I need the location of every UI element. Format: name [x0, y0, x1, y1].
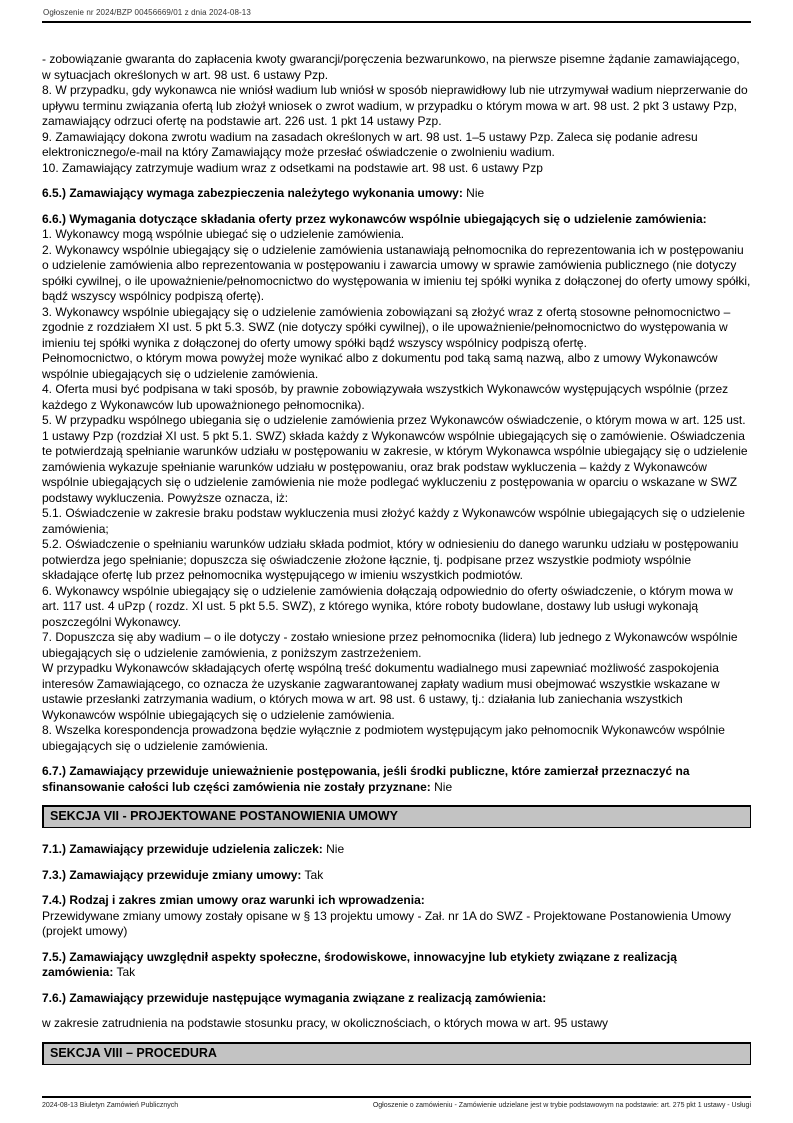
field-7-4-body: Przewidywane zmiany umowy zostały opisane w § 13 projektu umowy - Zał. nr 1A do SWZ - Projektowane Postanowienia Umowy (projekt umowy): [42, 908, 731, 938]
field-7-5: [42, 950, 751, 981]
footer-right-text: Ogłoszenie o zamówieniu - Zamówienie udzielane jest w trybie podstawowym na podstawie: art. 275 pkt 1 ustawy - Usługi: [372, 1102, 751, 1109]
field-6-7: [42, 764, 751, 795]
announcement-number: Ogłoszenie nr 2024/BZP 00456669/01 z dnia 2024-08-13: [43, 8, 251, 17]
document-body: [42, 52, 751, 1079]
list-item: - zobowiązanie gwaranta do zapłacenia kwoty gwarancji/poręczenia bezwarunkowo, na pierwsze pisemne żądanie zamawiającego, w sytuacjach określonych w art. 98 ust. 6 ustawy Pzp.: [42, 52, 740, 82]
field-7-6-label: 7.6.) Zamawiający przewiduje następujące wymagania związane z realizacją zamówienia:: [42, 990, 547, 1005]
list-item: 5.1. Oświadczenie w zakresie braku podstaw wykluczenia musi złożyć każdy z Wykonawców wspólnie ubiegających się o udzielenie zamówienia;: [42, 506, 745, 536]
field-6-6: [42, 212, 751, 755]
field-6-7-label: 6.7.) Zamawiający przewiduje unieważnienie postępowania, jeśli środki publiczne, które zamierzał przeznaczyć na sfinansowanie całości lub części zamówienia nie zostały przyznane:: [42, 764, 690, 794]
field-7-5-label: 7.5.) Zamawiający uwzględnił aspekty społeczne, środowiskowe, innowacyjne lub etykiety związane z realizacją zamówienia:: [42, 949, 677, 979]
list-item: 4. Oferta musi być podpisana w taki sposób, by prawnie zobowiązywała wszystkich Wykonawców występujących wspólnie (przez każdego z Wykonawców lub upoważnionego pełnomocnika).: [42, 382, 729, 412]
field-6-5-value: Nie: [466, 186, 485, 200]
header-divider: [42, 21, 751, 23]
list-item: 3. Wykonawcy wspólnie ubiegający się o udzielenie zamówienia zobowiązani są złożyć wraz z ofertą stosowne pełnomocnictwo – zgodnie z rozdziałem XI ust. 5 pkt 5.3. SWZ (nie dotyczy spółki cywilnej), o ile upoważnienie/pełnomocnictwo do występowania w imieniu tej spółki wynika z dołączonej do oferty umowy spółki bądź wszyscy wspólnicy podpiszą ofertę.: [42, 304, 731, 350]
field-6-5-label: 6.5.) Zamawiający wymaga zabezpieczenia należytego wykonania umowy:: [42, 186, 463, 200]
section-viii-header: SEKCJA VIII – PROCEDURA: [42, 1042, 751, 1065]
wadium-continuation-block: [42, 52, 751, 176]
list-item: 5.2. Oświadczenie o spełnianiu warunków udziału składa podmiot, który w odniesieniu do danego warunku udziału w postępowaniu potwierdza jego spełnianie; dopuszcza się oświadczenie złożone łącznie, tj. podpisane przez wszystkie podmioty wspólnie składające ofertę lub przez pełnomocnika występującego w imieniu wszystkich podmiotów.: [42, 537, 739, 582]
list-item: 8. W przypadku, gdy wykonawca nie wniósł wadium lub wniósł w sposób nieprawidłowy lub nie utrzymywał wadium nieprzerwanie do upływu terminu związania ofertą lub złożył wniosek o zwrot wadium, w przypadku o którym mowa w art. 98 ust. 2 pkt 3 ustawy Pzp, zamawiający odrzuci ofertę na podstawie art. 226 ust. 1 pkt 14 ustawy Pzp.: [42, 83, 748, 128]
list-item: 2. Wykonawcy wspólnie ubiegający się o udzielenie zamówienia ustanawiają pełnomocnika do reprezentowania ich w postępowaniu o udzielenie zamówienia albo reprezentowania w postępowaniu i zawarcia umowy w sprawie zamówienia publicznego (nie dotyczy spółki cywilnej, o ile upoważnienie/pełnomocnictwo do występowania w imieniu tej spółki wynika z dołączonej do oferty umowy spółki, bądź wszyscy wspólnicy podpiszą ofertę).: [42, 242, 751, 303]
list-item: 10. Zamawiający zatrzymuje wadium wraz z odsetkami na podstawie art. 98 ust. 6 ustawy Pzp: [42, 160, 543, 175]
field-7-4: [42, 893, 751, 940]
section-vii-header: SEKCJA VII - PROJEKTOWANE POSTANOWIENIA UMOWY: [42, 805, 751, 828]
field-7-4-label: 7.4.) Rodzaj i zakres zmian umowy oraz warunki ich wprowadzenia:: [42, 893, 425, 907]
field-6-6-label: 6.6.) Wymagania dotyczące składania oferty przez wykonawców wspólnie ubiegających się o udzielenie zamówienia:: [42, 211, 707, 226]
list-item: 9. Zamawiający dokona zwrotu wadium na zasadach określonych w art. 98 ust. 1–5 ustawy Pzp. Zaleca się podanie adresu elektronicznego/e-mail na który Zamawiający może przesłać oświadczenie o zwolnieniu wadium.: [42, 129, 698, 159]
footer-left-text: 2024-08-13 Biuletyn Zamówień Publicznych: [42, 1102, 179, 1109]
list-item: 5. W przypadku wspólnego ubiegania się o udzielenie zamówienia przez Wykonawców oświadczenie, o którym mowa w art. 125 ust. 1 ustawy Pzp (rozdział XI ust. 5 pkt 5.1. SWZ) składa każdy z Wykonawców wspólnie ubiegających się o zamówienie. Oświadczenia te potwierdzają spełnianie warunków udziału w postępowaniu w zakresie, w którym Wykonawca wspólnie ubiegający się o udzielenie zamówienia wykazuje spełnianie warunków udziału w postępowaniu, oraz brak podstaw wykluczenia – każdy z Wykonawców wspólnie ubiegających się o udzielenie zamówienia nie może podlegać wykluczeniu z postępowania w oparciu o wskazane w SWZ podstawy wykluczenia. Powyższe oznacza, iż:: [42, 413, 748, 505]
field-6-7-value: Nie: [434, 779, 453, 794]
list-item: 6. Wykonawcy wspólnie ubiegający się o udzielenie zamówienia dołączają odpowiednio do oferty oświadczenie, o którym mowa w art. 117 ust. 4 uPzp ( rozdz. XI ust. 5 pkt 5.5. SWZ), z którego wynika, które roboty budowlane, dostawy lub usługi wykonają poszczególni Wykonawcy.: [42, 583, 733, 629]
field-7-3-label: 7.3.) Zamawiający przewiduje zmiany umowy:: [42, 867, 302, 882]
list-item: 8. Wszelka korespondencja prowadzona będzie wyłącznie z podmiotem występującym jako pełnomocnik Wykonawców wspólnie ubiegających się o udzielenie zamówienia.: [42, 723, 725, 753]
field-7-1: [42, 842, 751, 858]
page-footer: [42, 1102, 751, 1109]
field-7-6-body: w zakresie zatrudnienia na podstawie stosunku pracy, w okolicznościach, o których mowa w art. 95 ustawy: [42, 1016, 609, 1030]
field-7-1-value: Nie: [326, 842, 345, 856]
list-item: 1. Wykonawcy mogą wspólnie ubiegać się o udzielenie zamówienia.: [42, 227, 405, 241]
footer-divider: [42, 1096, 751, 1098]
field-7-1-label: 7.1.) Zamawiający przewiduje udzielenia zaliczek:: [42, 842, 323, 856]
field-7-3: [42, 868, 751, 884]
field-7-3-value: Tak: [304, 867, 324, 882]
field-7-5-value: Tak: [116, 965, 136, 979]
list-item: Pełnomocnictwo, o którym mowa powyżej może wynikać albo z dokumentu pod taką samą nazwą, albo z umowy Wykonawców wspólnie ubiegających się o udzielenie zamówienia.: [42, 351, 718, 381]
list-item: W przypadku Wykonawców składających ofertę wspólną treść dokumentu wadialnego musi zapewniać możliwość zaspokojenia interesów Zamawiającego, co oznacza że uzyskanie zagwarantowanej zapłaty wadium musi obejmować wszystkie wskazane w ustawie przesłanki zatrzymania wadium, o których mowa w art. 98 ust. 6 ustawy, tj.: działania lub zaniechania wszystkich Wykonawców wspólnie ubiegających się o udzielenie zamówienia.: [42, 661, 720, 722]
field-6-5: [42, 186, 751, 202]
list-item: 7. Dopuszcza się aby wadium – o ile dotyczy - zostało wniesione przez pełnomocnika (lidera) lub jednego z Wykonawców wspólnie ubiegających się o udzielenie zamówienia, z poniższym zastrzeżeniem.: [42, 630, 738, 660]
